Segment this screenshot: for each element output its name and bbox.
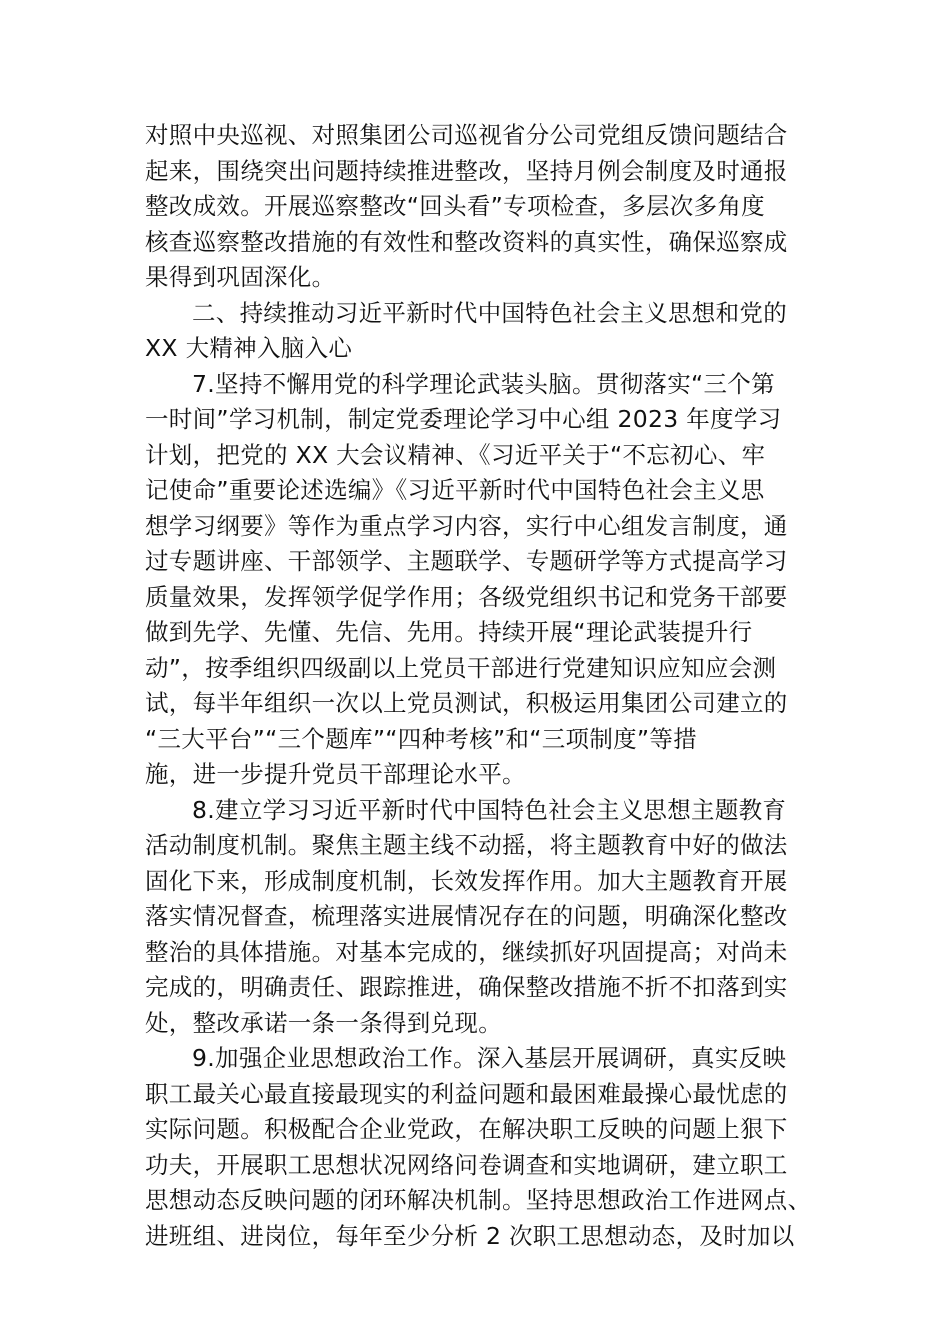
text-line: “三大平台”“三个题库”“四种考核”和“三项制度”等措 bbox=[145, 724, 697, 753]
text-line: 果得到巩固深化。 bbox=[145, 263, 336, 291]
text-line: 做到先学、先懂、先信、先用。持续开展“理论武装提升行 bbox=[145, 618, 753, 646]
text-line: 动”，按季组织四级副以上党员干部进行党建知识应知应会测 bbox=[145, 653, 777, 682]
text-line: 实际问题。积极配合企业党政，在解决职工反映的问题上狠下 bbox=[145, 1115, 788, 1143]
text-line: 质量效果，发挥领学促学作用；各级党组织书记和党务干部要 bbox=[145, 582, 788, 611]
text-line: 9.加强企业思想政治工作。深入基层开展调研，真实反映 bbox=[192, 1044, 787, 1072]
text-line: 核查巡察整改措施的有效性和整改资料的真实性，确保巡察成 bbox=[145, 227, 788, 256]
text-line: 施，进一步提升党员干部理论水平。 bbox=[145, 760, 526, 788]
text-line: 完成的，明确责任、跟踪推进，确保整改措施不折不扣落到实 bbox=[145, 973, 788, 1001]
text-line: 整改成效。开展巡察整改“回头看”专项检查，多层次多角度 bbox=[145, 192, 765, 220]
text-line: 计划，把党的 XX 大会议精神、《习近平关于“不忘初心、牢 bbox=[145, 440, 766, 469]
text-line: 处，整改承诺一条一条得到兑现。 bbox=[145, 1008, 502, 1037]
text-line: 8.建立学习习近平新时代中国特色社会主义思想主题教育 bbox=[192, 795, 787, 824]
text-line: 落实情况督查，梳理落实进展情况存在的问题，明确深化整改 bbox=[145, 902, 788, 930]
text-line: XX 大精神入脑入心 bbox=[145, 334, 353, 362]
text-line: 7.坚持不懈用党的科学理论武装头脑。贯彻落实“三个第 bbox=[192, 369, 775, 398]
text-line: 固化下来，形成制度机制，长效发挥作用。加大主题教育开展 bbox=[145, 866, 788, 895]
text-line: 起来，围绕突出问题持续推进整改，坚持月例会制度及时通报 bbox=[145, 156, 788, 185]
text-line: 进班组、进岗位，每年至少分析 2 次职工思想动态，及时加以 bbox=[145, 1221, 795, 1250]
document-body bbox=[145, 118, 812, 1254]
text-line: 整治的具体措施。对基本完成的，继续抓好巩固提高；对尚未 bbox=[145, 937, 788, 966]
text-line: 一时间”学习机制，制定党委理论学习中心组 2023 年度学习 bbox=[145, 405, 782, 433]
text-line: 过专题讲座、干部领学、主题联学、专题研学等方式提高学习 bbox=[145, 547, 788, 575]
text-line: 记使命”重要论述选编》《习近平新时代中国特色社会主义思 bbox=[145, 476, 765, 504]
text-line: 二、持续推动习近平新时代中国特色社会主义思想和党的 bbox=[192, 298, 787, 327]
text-line: 功夫，开展职工思想状况网络问卷调查和实地调研，建立职工 bbox=[145, 1150, 788, 1179]
text-line: 对照中央巡视、对照集团公司巡视省分公司党组反馈问题结合 bbox=[145, 121, 788, 149]
text-line: 活动制度机制。聚焦主题主线不动摇，将主题教育中好的做法 bbox=[145, 831, 788, 859]
text-line: 试，每半年组织一次以上党员测试，积极运用集团公司建立的 bbox=[145, 689, 788, 717]
text-line: 想学习纲要》等作为重点学习内容，实行中心组发言制度，通 bbox=[145, 511, 788, 540]
text-line: 思想动态反映问题的闭环解决机制。坚持思想政治工作进网点、 bbox=[145, 1186, 812, 1214]
text-line: 职工最关心最直接最现实的利益问题和最困难最操心最忧虑的 bbox=[145, 1079, 788, 1108]
